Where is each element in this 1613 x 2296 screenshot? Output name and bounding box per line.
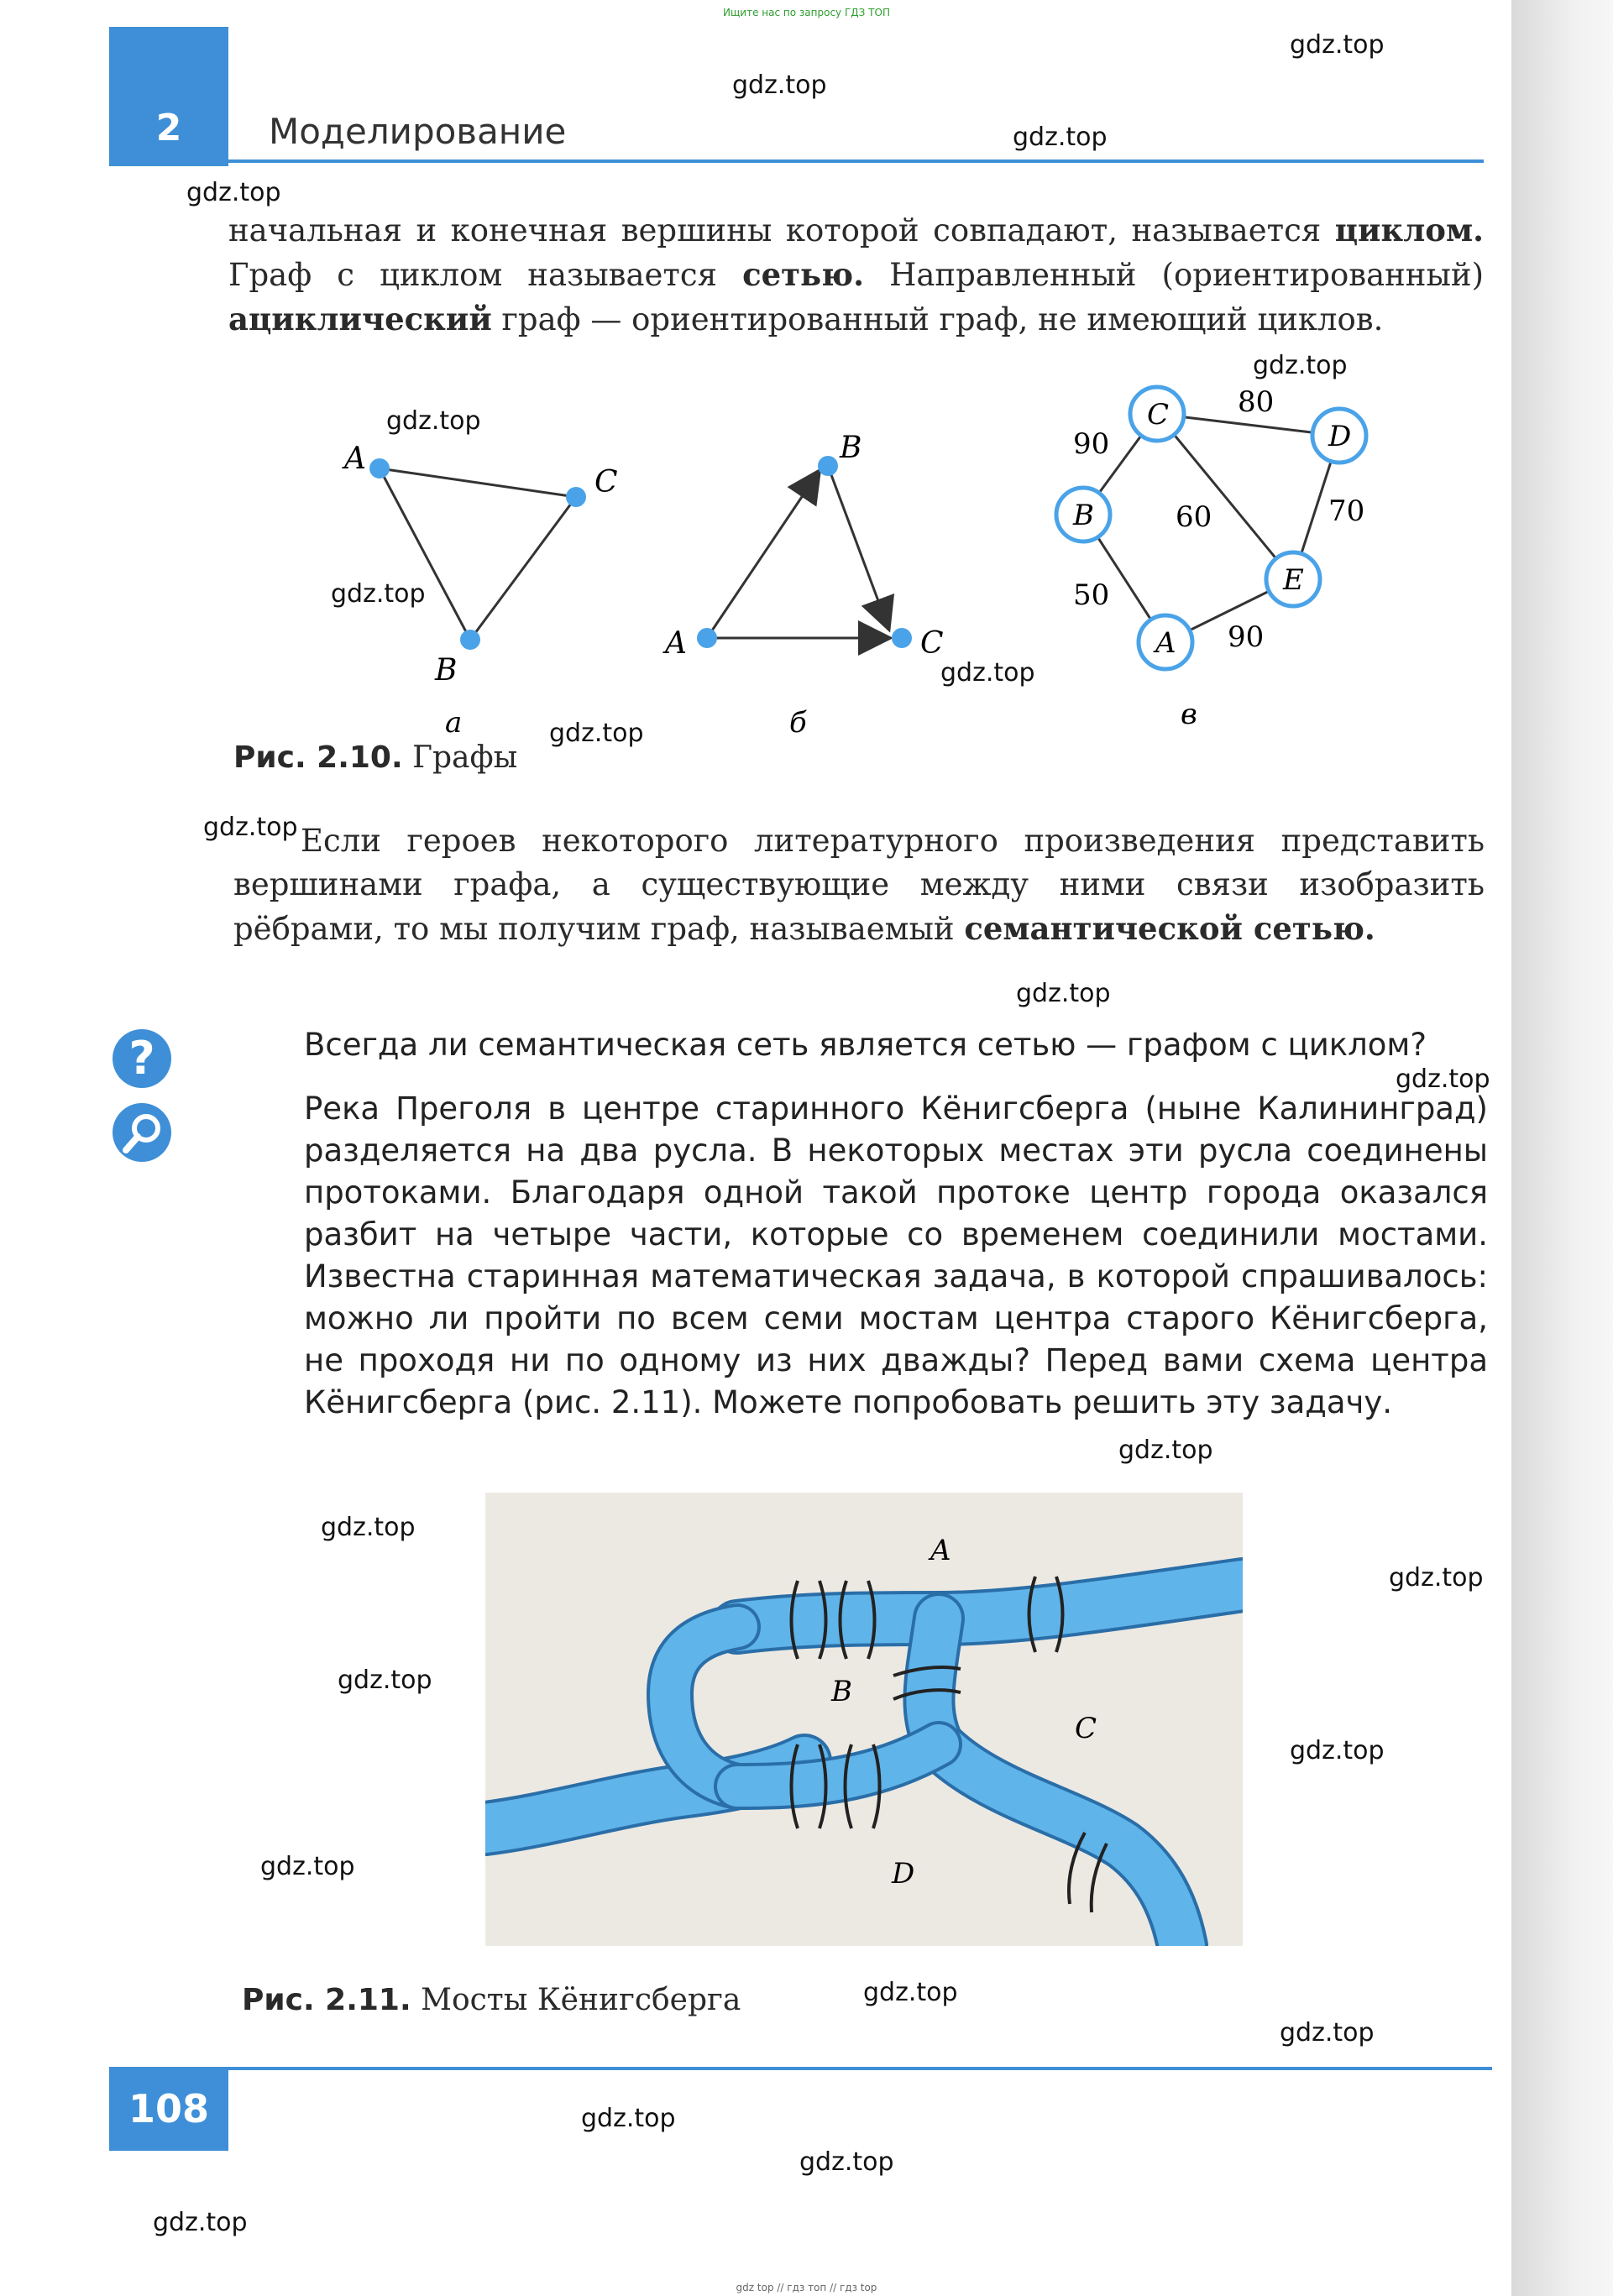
watermark: gdz.top — [1253, 351, 1348, 380]
figure-2-11-caption — [242, 1983, 741, 2017]
watermark: gdz.top — [153, 2208, 248, 2237]
bottom-note: gdz top // гдз топ // гдз top — [736, 2282, 877, 2293]
edge-b-ab — [707, 472, 819, 638]
top-note: Ищите нас по запросу ГДЗ ТОП — [723, 7, 890, 18]
node-a-A — [369, 458, 390, 479]
sub-label-a: а — [445, 706, 463, 740]
semantic-text: Если героев некоторого литературного произведения представить вершинами графа, а существующие между ними связи изобразить рёбрами, то мы получим граф, называемый — [233, 823, 1485, 947]
weight-de: 70 — [1328, 494, 1365, 528]
page-number: 108 — [109, 2067, 228, 2151]
watermark: gdz.top — [260, 1852, 355, 1881]
figure-2-11 — [485, 1493, 1243, 1946]
weight-ba: 50 — [1073, 578, 1110, 612]
watermark: gdz.top — [321, 1513, 416, 1542]
intro-text-4: граф — ориентированный граф, не имеющий циклов. — [491, 301, 1384, 337]
watermark: gdz.top — [732, 71, 827, 100]
weight-ce: 60 — [1176, 500, 1212, 534]
label-c-C: C — [1147, 398, 1170, 431]
watermark: gdz.top — [1290, 30, 1385, 60]
watermark: gdz.top — [203, 813, 298, 842]
intro-text-2: Граф с циклом называется — [228, 257, 743, 293]
node-b-B — [818, 456, 838, 476]
term-acyclic: ациклический — [228, 301, 492, 337]
question-line: Всегда ли семантическая сеть является сетью — графом с циклом? — [304, 1027, 1427, 1063]
label-b-B: B — [840, 431, 862, 465]
edge-b-bc — [828, 466, 888, 628]
node-b-A — [697, 628, 717, 648]
label-a-C: C — [594, 465, 618, 499]
question-icon: ? — [113, 1029, 171, 1088]
term-semantic-network: семантической сетью. — [964, 910, 1375, 947]
watermark: gdz.top — [549, 719, 644, 748]
footer-rule — [228, 2067, 1492, 2070]
figure-2-10-label: Рис. 2.10. — [233, 740, 403, 775]
page-edge-shadow — [1511, 0, 1613, 2296]
edge-a-cb — [470, 497, 576, 640]
sub-label-b: б — [789, 706, 807, 740]
watermark: gdz.top — [331, 579, 426, 609]
node-a-B — [460, 630, 480, 650]
node-a-C — [566, 487, 586, 507]
watermark: gdz.top — [1280, 2018, 1375, 2048]
watermark: gdz.top — [1396, 1064, 1490, 1094]
magnifier-icon — [113, 1103, 171, 1162]
label-b-A: A — [665, 626, 687, 661]
figure-2-11-label: Рис. 2.11. — [242, 1983, 411, 2017]
node-b-C — [892, 628, 912, 648]
watermark: gdz.top — [338, 1666, 432, 1695]
watermark: gdz.top — [1016, 979, 1111, 1008]
sub-label-c: в — [1181, 698, 1197, 731]
weight-cb: 90 — [1073, 427, 1110, 461]
label-c-E: E — [1283, 563, 1304, 597]
chapter-title: Моделирование — [269, 111, 567, 152]
label-land-C: C — [1075, 1712, 1097, 1745]
label-land-B: B — [831, 1675, 852, 1708]
figure-2-10-title: Графы — [412, 740, 518, 775]
watermark: gdz.top — [863, 1978, 958, 2007]
watermark: gdz.top — [1290, 1736, 1385, 1765]
label-c-B: B — [1073, 499, 1094, 532]
term-cycle: циклом. — [1334, 212, 1484, 248]
watermark: gdz.top — [799, 2147, 894, 2177]
intro-text-3: Направленный (ориентированный) — [864, 257, 1485, 293]
term-network: сетью. — [742, 256, 864, 293]
label-land-D: D — [892, 1857, 915, 1891]
label-land-A: A — [930, 1534, 951, 1567]
figure-2-11-title: Мосты Кёнигсберга — [421, 1983, 741, 2017]
intro-text-1: начальная и конечная вершины которой совпадают, называется — [228, 212, 1335, 248]
label-b-C: C — [920, 626, 944, 661]
edge-c-ce — [1157, 414, 1293, 579]
weight-cd: 80 — [1238, 385, 1275, 419]
graph-c — [1056, 385, 1366, 731]
question-body: Река Преголя в центре старинного Кёнигсберга (ныне Калининград) разделяется на два русла. В некоторых местах эти русла соединены протоками. Благодаря одной такой протоке центр города оказался разбит на четыре части, которые со временем соединили мостами. Известна старинная математическая задача, в которой спрашивалось: можно ли пройти по всем семи мостам центра старого Кёнигсберга, не проходя ни по одному из них дважды? Перед вами схема центра Кёнигсберга (рис. 2.11). Можете попробовать решить эту задачу. — [304, 1090, 1488, 1420]
watermark: gdz.top — [1013, 123, 1108, 152]
figure-2-10-caption — [233, 740, 517, 775]
label-c-D: D — [1328, 420, 1352, 453]
semantic-paragraph — [233, 819, 1485, 951]
label-a-B: B — [435, 653, 458, 688]
weight-ae: 90 — [1228, 620, 1265, 654]
watermark: gdz.top — [581, 2104, 676, 2133]
label-c-A: A — [1155, 626, 1176, 660]
magnifier-glyph — [113, 1103, 171, 1162]
watermark: gdz.top — [1118, 1436, 1213, 1465]
watermark: gdz.top — [386, 406, 481, 436]
edge-a-ab — [380, 468, 470, 640]
watermark: gdz.top — [940, 658, 1035, 688]
label-a-A: A — [344, 442, 366, 476]
watermark: gdz.top — [1389, 1563, 1484, 1593]
watermark: gdz.top — [186, 178, 281, 207]
chapter-number-badge: 2 — [109, 27, 228, 166]
graph-b — [662, 431, 944, 740]
edge-a-ac — [380, 468, 576, 497]
